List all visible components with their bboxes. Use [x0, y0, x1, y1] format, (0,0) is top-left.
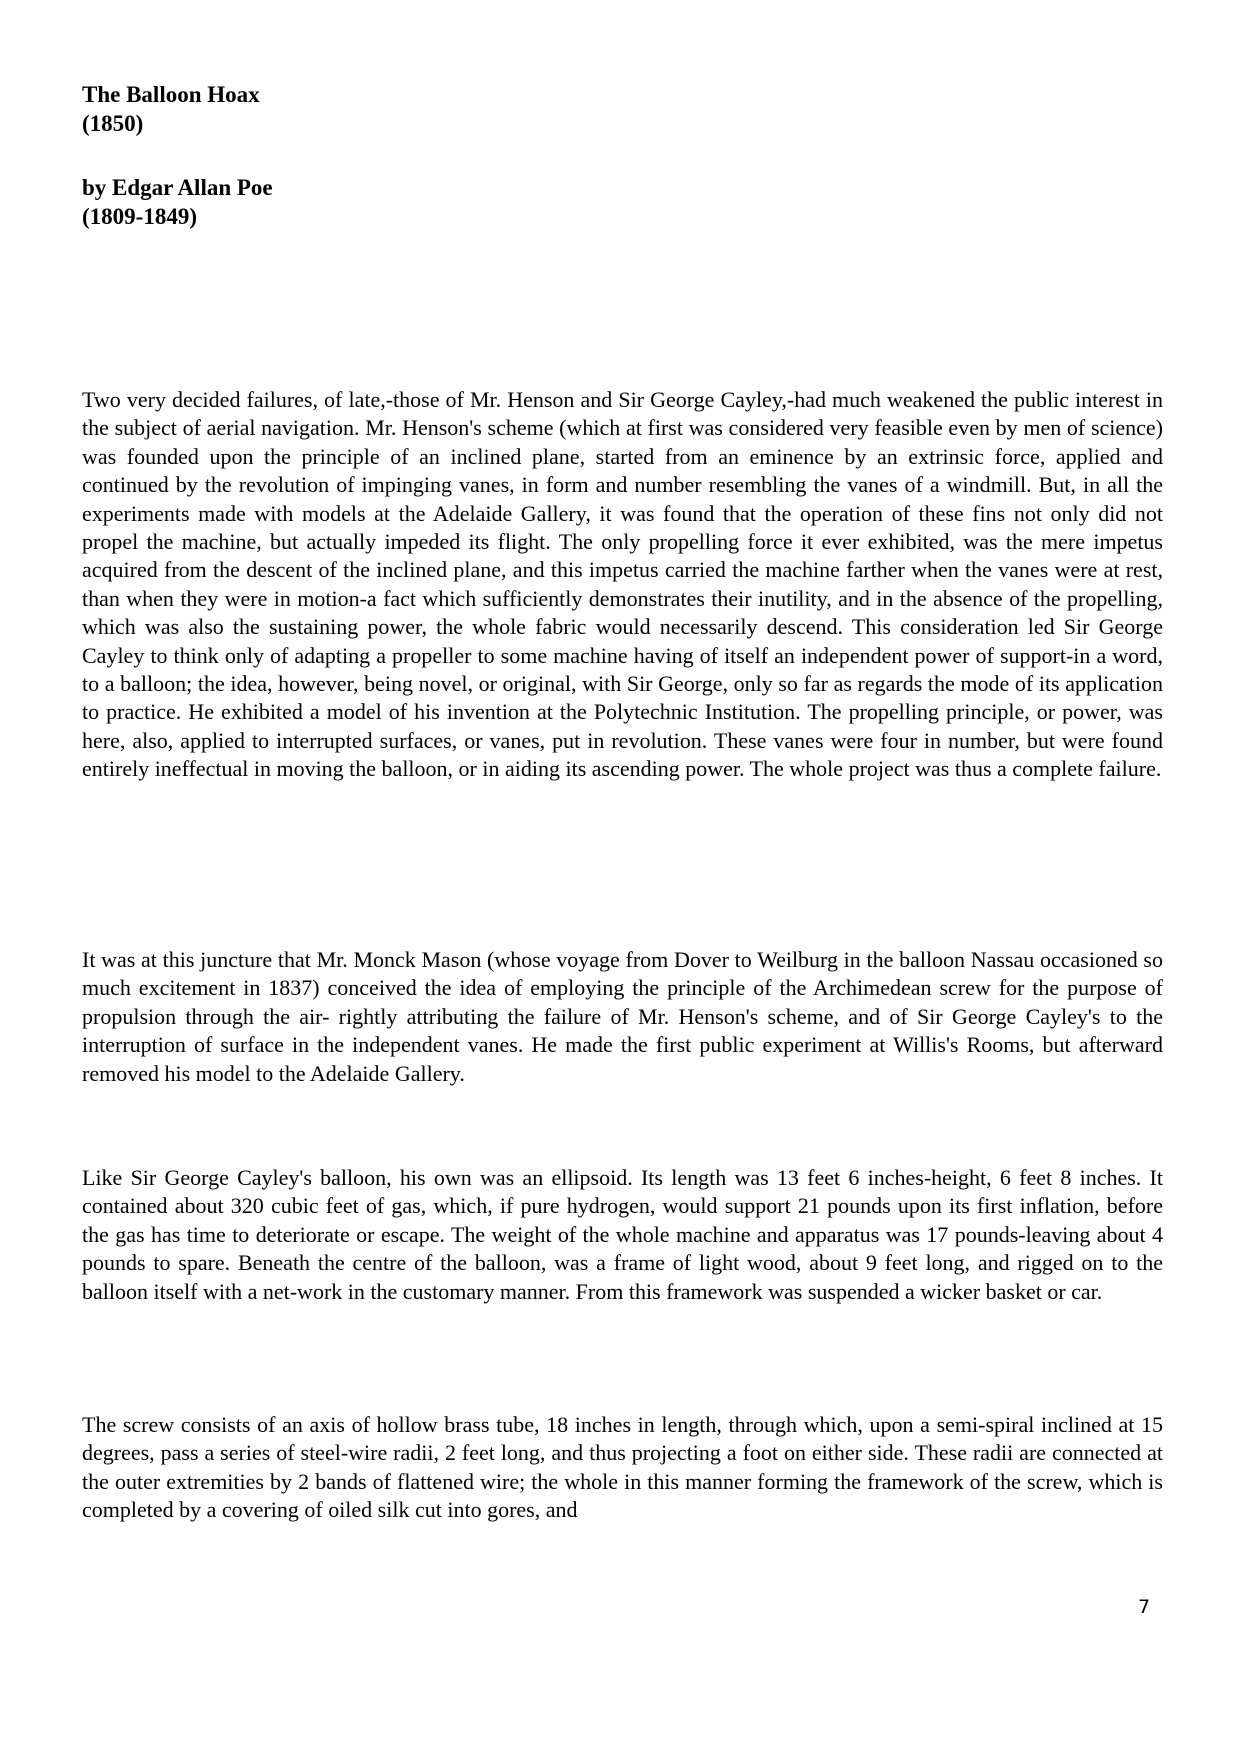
paragraph: Like Sir George Cayley's balloon, his own was an ellipsoid. Its length was 13 feet 6 inches-height, 6 feet 8 inches. It contained about 320 cubic feet of gas, which, if pure hydrogen, would support 21 pounds upon its first inflation, before the gas has time to deteriorate or escape. The weight of the whole machine and apparatus was 17 pounds-leaving about 4 pounds to spare. Beneath the centre of the balloon, was a frame of light wood, about 9 feet long, and rigged on to the balloon itself with a net-work in the customary manner. From this framework was suspended a wicker basket or car.: [82, 1165, 1163, 1304]
story-title: The Balloon Hoax: [82, 82, 260, 107]
paragraph: Two very decided failures, of late,-those of Mr. Henson and Sir George Cayley,-had much weakened the public interest in the subject of aerial navigation. Mr. Henson's scheme (which at first was considered very feasible even by men of science) was founded upon the principle of an inclined plane, started from an eminence by an extrinsic force, applied and continued by the revolution of impinging vanes, in form and number resembling the vanes of a windmill. But, in all the experiments made with models at the Adelaide Gallery, it was found that the operation of these fins not only did not propel the machine, but actually impeded its flight. The only propelling force it ever exhibited, was the mere impetus acquired from the descent of the inclined plane, and this impetus carried the machine farther when the vanes were at rest, than when they were in motion-a fact which sufficiently demonstrates their inutility, and in the absence of the propelling, which was also the sustaining power, the whole fabric would necessarily descend. This consideration led Sir George Cayley to think only of adapting a propeller to some machine having of itself an independent power of support-in a word, to a balloon; the idea, however, being novel, or original, with Sir George, only so far as regards the mode of its application to practice. He exhibited a model of his invention at the Polytechnic Institution. The propelling principle, or power, was here, also, applied to interrupted surfaces, or vanes, put in revolution. These vanes were four in number, but were found entirely ineffectual in moving the balloon, or in aiding its ascending power. The whole project was thus a complete failure.: [82, 387, 1163, 782]
paragraph: The screw consists of an axis of hollow brass tube, 18 inches in length, through which, upon a semi-spiral inclined at 15 degrees, pass a series of steel-wire radii, 2 feet long, and thus projecting a foot on either side. These radii are connected at the outer extremities by 2 bands of flattened wire; the whole in this manner forming the framework of the screw, which is completed by a covering of oiled silk cut into gores, and: [82, 1412, 1163, 1523]
title-block: [82, 80, 273, 231]
story-year: (1850): [82, 111, 144, 136]
author-lifespan: (1809-1849): [82, 204, 197, 229]
author-byline: by Edgar Allan Poe: [82, 175, 273, 200]
page-number: 7: [1138, 1596, 1151, 1618]
paragraph: It was at this juncture that Mr. Monck Mason (whose voyage from Dover to Weilburg in the balloon Nassau occasioned so much excitement in 1837) conceived the idea of employing the principle of the Archimedean screw for the purpose of propulsion through the air- rightly attributing the failure of Mr. Henson's scheme, and of Sir George Cayley's to the interruption of surface in the independent vanes. He made the first public experiment at Willis's Rooms, but afterward removed his model to the Adelaide Gallery.: [82, 947, 1163, 1086]
